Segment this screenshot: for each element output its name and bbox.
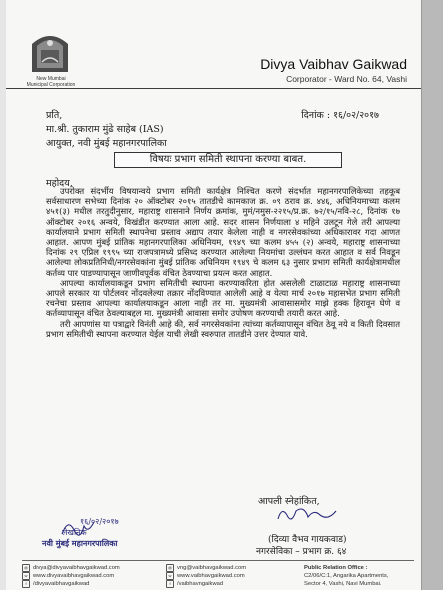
office-line-1: C2/06/C:1, Angarika Apartments, (304, 573, 389, 579)
municipal-logo (28, 28, 72, 74)
email-icon: @ (23, 565, 29, 570)
office-title: Public Relation Office : (304, 565, 368, 571)
recipient-office: आयुक्त, नवी मुंबई महानगरपालिका (46, 138, 167, 149)
footer-email-1[interactable]: divya@divyavaibhavgaikwad.com (33, 565, 120, 571)
letter-date: दिनांक : १६/०२/२०१७ (301, 110, 379, 121)
office-line-2: Sector 4, Vashi, Navi Mumbai. (304, 581, 382, 587)
sender-designation: नगरसेविका – प्रभाग क्र. ६४ (256, 547, 347, 557)
facebook-icon: f (22, 580, 30, 588)
stamp-line-1: लेखनिक (62, 528, 87, 537)
closing-line: आपली स्नेहांकित, (258, 496, 320, 507)
body-paragraph-2: आपल्या कार्यालयाकडून प्रभाग समितीची स्थापना करण्याकरिता होत असलेली टाळाटाळ महाराष्ट्र शासनाच्या आपले सरकार या पोर्टलवर नोंदवलेल्या तक्रार नोंदविण्यात आलेली आहे व येत्या मार्च २०१७ महासभेत प्रभाग समिती रचनेचा प्रस्ताव आपल्या कार्यालयाकडून आला नाही तर मा. मुख्यमंत्री आवासासमोर माझे हक्क हिरावून घेणे व कर्तव्यापासून वंचित ठेवल्याबद्दल मा. मुख्यमंत्री आवासा समोर उपोषण करण्याची तयारी करत आहे. (46, 277, 400, 319)
facebook-icon: f (166, 580, 174, 588)
corporator-designation: Corporator - Ward No. 64, Vashi (286, 74, 407, 84)
footer-office (304, 564, 388, 588)
letter-page (6, 0, 421, 590)
footer-website-2[interactable]: www.vaibhavgaikwad.com (177, 573, 245, 579)
footer-contacts-1 (22, 564, 120, 588)
header-divider (6, 88, 421, 89)
body-paragraph-1: उपरोक्त संदर्भीय विषयान्वये प्रभाग समिती कार्यक्षेत्र निश्चित करणे संदर्भात महानगरपालिकेच्या तहकूब सर्वसाधारण सभेच्या दिनांक २० ऑक्टोबर २०१५ तातडीचे कामकाज क्र. ०९ ठराव क्र. ४४६, अधिनियमाच्या कलम ४५१(३) मधील तरतुदीनुसार, महाराष्ट्र शासनाने निर्णय क्रमांक, मुमं/नमुस-२२१५/प्र.क्र. ७२/१५/नवि-२८, दिनांक १७ ऑक्टोबर २०१६ अन्वये, विखंडीत करण्यात आला आहे. सदर शासन निर्णयाला ४ महिने उलटून गेले तरी आपल्या कार्यालयाने प्रभाग समिती स्थापनेचा प्रस्ताव अद्याप तयार केलेला नाही व नगरसेवकांच्या अधिकारावर गदा आणत आहात. आपण मुंबई प्रांतिक महानगरपालिका अधिनियम, १९४९ च्या कलम ४५५ (२) अन्वये, महाराष्ट्र शासनाच्या दिनांक २९ एप्रिल १९९५ च्या राजपत्रामध्ये प्रसिध्द करण्यात आलेल्या नियमांचा उल्लंघन करत आहात व सर्व निवडून आलेल्या लोकप्रतिनिधी/नगरसेवकांना मुंबई प्रांतिक अधिनियम १९४९ चे कलम ६३ नुसार प्रभाग समिती कार्यक्षेत्रामधील कर्तव्य पार पाडण्यापासून जाणीवपूर्वक वंचित ठेवण्याचा प्रयत्न करत आहात. (46, 186, 400, 278)
received-stamp (42, 516, 162, 549)
footer-contacts-2 (166, 564, 246, 588)
binder-edge (421, 0, 443, 590)
footer-divider (22, 560, 414, 561)
footer-social-1[interactable]: /divyavaibhavgaikwad (33, 581, 90, 587)
footer-website-1[interactable]: www.divyavaibhavgaikwad.com (33, 573, 115, 579)
subject-box: विषयः प्रभाग समिती स्थापना करण्या बाबत. (114, 152, 342, 168)
salutation: महोदय, (46, 178, 73, 189)
corporator-name: Divya Vaibhav Gaikwad (260, 56, 407, 72)
sender-signature (274, 503, 354, 525)
footer-email-2[interactable]: vng@vaibhavgaikwad.com (177, 565, 247, 571)
stamp-date: १६/०२/२०१७ (80, 517, 119, 526)
letter-body (46, 186, 400, 339)
sender-name: (दिव्या वैभव गायकवाड) (268, 535, 347, 545)
recipient-prefix: प्रति, (46, 110, 63, 121)
body-paragraph-3: तरी आपणांस या पत्राद्वारे विनंती आहे की, सर्व नगरसेवकांना त्यांच्या कर्तव्यापासून वंचित ठेवू नये व किती दिवसात प्रभाग समितीची स्थापना करण्यात येईल याची लेखी स्वरुपात तातडीने उत्तर देण्यात यावे. (46, 318, 400, 339)
web-icon: w (22, 572, 30, 580)
email-icon: @ (167, 565, 173, 570)
recipient-name: मा.श्री. तुकाराम मुंढे साहेब (IAS) (46, 124, 164, 135)
footer-social-2[interactable]: /vaibhavngaikwad (177, 581, 224, 587)
logo-caption: New Mumbai Municipal Corporation (26, 76, 76, 88)
stamp-line-2: नवी मुंबई महानगरपालिका (42, 538, 118, 548)
web-icon: w (166, 572, 174, 580)
